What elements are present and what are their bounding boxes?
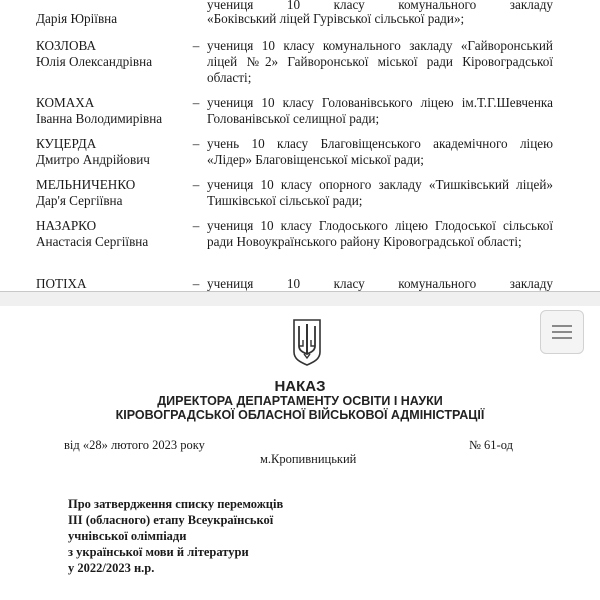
list-item xyxy=(36,177,553,213)
order-subheading-director: ДИРЕКТОРА ДЕПАРТАМЕНТУ ОСВІТИ І НАУКИ xyxy=(157,394,443,408)
list-item xyxy=(36,136,553,172)
list-item xyxy=(36,0,553,33)
order-date: від «28» лютого 2023 року xyxy=(64,438,205,452)
dash-separator: – xyxy=(192,276,200,291)
student-surname: КОЗЛОВА xyxy=(36,38,96,53)
school-description: учень 10 класу Благовіщенського академічного ліцею «Лідер» Благовіщенської міської ради; xyxy=(207,136,553,167)
student-name-line2: Дарія Юріївна xyxy=(36,11,118,26)
trident-coat-of-arms-icon xyxy=(292,318,322,366)
school-description: учениця 10 класу Глодоського ліцею Глодоської сільської ради Новоукраїнського району Кіровоградської області; xyxy=(207,218,553,249)
dash-separator: – xyxy=(192,95,200,110)
page-separator xyxy=(0,292,600,306)
order-heading: НАКАЗ xyxy=(274,378,326,395)
order-title-line: Про затвердження списку переможців xyxy=(68,497,284,511)
student-surname: МЕЛЬНИЧЕНКО xyxy=(36,177,136,192)
list-item xyxy=(36,218,553,270)
school-description: учениця 10 класу Голованівського ліцею ім.Т.Г.Шевченка Голованівської селищної ради; xyxy=(207,95,553,126)
order-subheading-administration: КІРОВОГРАДСЬКОЇ ОБЛАСНОЇ ВІЙСЬКОВОЇ АДМІНІСТРАЦІЇ xyxy=(115,408,485,422)
school-description-line2: «Боківський ліцей Гурівської сільської ради»; xyxy=(207,11,465,26)
school-description-line1: учениця 10 класу комунального закладу xyxy=(207,0,553,12)
order-city: м.Кропивницький xyxy=(260,452,357,466)
school-description: учениця 10 класу комунального закладу xyxy=(207,276,553,291)
list-item xyxy=(36,38,553,90)
student-given-names: Дар'я Сергіївна xyxy=(36,193,123,208)
order-title-line: учнівської олімпіади xyxy=(68,529,187,543)
order-number: № 61-од xyxy=(469,438,513,452)
list-item xyxy=(36,95,553,131)
hamburger-menu-icon[interactable] xyxy=(540,310,584,354)
school-description: учениця 10 класу опорного закладу «Тишківський ліцей» Тишківської сільської ради; xyxy=(207,177,553,208)
order-title xyxy=(68,496,283,576)
school-description: учениця 10 класу комунального закладу «Гайворонський ліцей №2» Гайворонської міської ради Кіровоградської області; xyxy=(207,38,553,85)
student-given-names: Юлія Олександрівна xyxy=(36,54,153,69)
dash-separator: – xyxy=(192,218,200,233)
order-title-line: III (обласного) етапу Всеукраїнської xyxy=(68,513,274,527)
student-given-names: Анастасія Сергіївна xyxy=(36,234,149,249)
order-title-line: з української мови й літератури xyxy=(68,545,249,559)
student-surname: ПОТІХА xyxy=(36,276,87,291)
document-page-order xyxy=(0,306,600,600)
dash-separator: – xyxy=(192,38,200,53)
dash-separator: – xyxy=(192,136,200,151)
order-title-line: у 2022/2023 н.р. xyxy=(68,561,155,575)
student-surname: КУЦЕРДА xyxy=(36,136,97,151)
student-given-names: Іванна Володимирівна xyxy=(36,111,163,126)
student-surname: КОМАХА xyxy=(36,95,95,110)
dash-separator: – xyxy=(192,177,200,192)
student-surname: НАЗАРКО xyxy=(36,218,97,233)
student-given-names: Дмитро Андрійович xyxy=(36,152,150,167)
